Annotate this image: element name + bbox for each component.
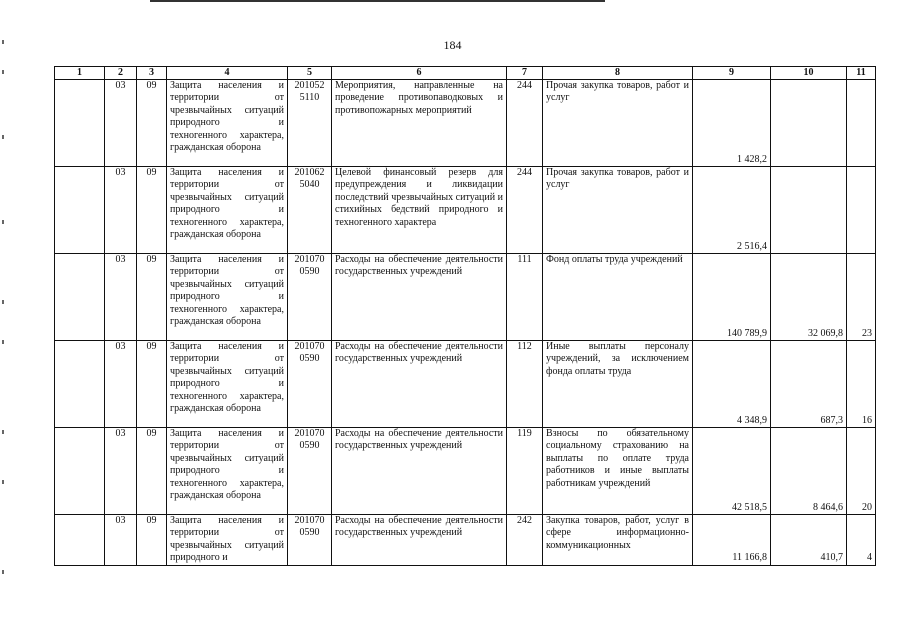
col-header: 9 — [693, 67, 771, 80]
budget-table — [54, 66, 876, 566]
cell-section: 03 — [105, 80, 137, 167]
cell-target-name: Расходы на обеспечение деятельности государственных учреждений — [332, 254, 507, 341]
page-top-rule — [150, 0, 605, 2]
cell-amount: 4 348,9 — [693, 341, 771, 428]
target-code-part2: 5040 — [299, 179, 320, 191]
cell-section: 03 — [105, 515, 137, 566]
cell-expense-type: 244 — [507, 167, 543, 254]
cell-staff-count: 20 — [847, 428, 876, 515]
cell-expense-name: Прочая закупка товаров, работ и услуг — [543, 80, 693, 167]
target-code-part1: 201070 — [294, 515, 325, 526]
cell-target-code — [288, 80, 332, 167]
cell-amount: 42 518,5 — [693, 428, 771, 515]
header-row — [55, 67, 876, 80]
cell-expense-type: 112 — [507, 341, 543, 428]
cell-subsection: 09 — [137, 80, 167, 167]
cell-amount-salary — [771, 80, 847, 167]
cell-amount-salary: 32 069,8 — [771, 254, 847, 341]
cell-expense-name: Взносы по обязательному социальному страхованию на выплаты по оплате труда работников и иные выплаты работникам учреждений — [543, 428, 693, 515]
cell-staff-count: 4 — [847, 515, 876, 566]
cell-expense-name: Фонд оплаты труда учреждений — [543, 254, 693, 341]
cell-target-code — [288, 254, 332, 341]
target-code-part1: 201052 — [294, 80, 325, 91]
target-code-part2: 0590 — [299, 266, 320, 278]
col-header: 7 — [507, 67, 543, 80]
table-row — [55, 515, 876, 566]
cell-staff-count — [847, 167, 876, 254]
cell-section-name: Защита населения и территории от чрезвычайных ситуаций природного и техногенного характера, гражданская оборона — [167, 254, 288, 341]
table-row — [55, 254, 876, 341]
col-header: 11 — [847, 67, 876, 80]
cell-target-name: Мероприятия, направленные на проведение противопаводковых и противопожарных мероприятий — [332, 80, 507, 167]
cell-col1 — [55, 167, 105, 254]
cell-target-name: Расходы на обеспечение деятельности государственных учреждений — [332, 515, 507, 566]
cell-target-name: Расходы на обеспечение деятельности государственных учреждений — [332, 341, 507, 428]
cell-col1 — [55, 515, 105, 566]
target-code-part2: 0590 — [299, 527, 320, 539]
cell-target-name: Расходы на обеспечение деятельности государственных учреждений — [332, 428, 507, 515]
col-header: 2 — [105, 67, 137, 80]
cell-staff-count: 23 — [847, 254, 876, 341]
cell-col1 — [55, 80, 105, 167]
col-header: 4 — [167, 67, 288, 80]
cell-expense-name: Иные выплаты персоналу учреждений, за исключением фонда оплаты труда — [543, 341, 693, 428]
col-header: 5 — [288, 67, 332, 80]
cell-subsection: 09 — [137, 167, 167, 254]
cell-expense-type: 111 — [507, 254, 543, 341]
table-row — [55, 167, 876, 254]
cell-expense-type: 244 — [507, 80, 543, 167]
cell-amount: 2 516,4 — [693, 167, 771, 254]
cell-subsection: 09 — [137, 428, 167, 515]
cell-target-code — [288, 428, 332, 515]
cell-col1 — [55, 428, 105, 515]
cell-expense-name: Прочая закупка товаров, работ и услуг — [543, 167, 693, 254]
cell-expense-type: 242 — [507, 515, 543, 566]
cell-subsection: 09 — [137, 515, 167, 566]
cell-amount-salary: 687,3 — [771, 341, 847, 428]
cell-section-name: Защита населения и территории от чрезвычайных ситуаций природного и техногенного характера, гражданская оборона — [167, 80, 288, 167]
cell-target-code — [288, 515, 332, 566]
cell-staff-count — [847, 80, 876, 167]
cell-amount-salary: 8 464,6 — [771, 428, 847, 515]
page-number: 184 — [443, 38, 462, 52]
target-code-part1: 201070 — [294, 254, 325, 265]
cell-amount: 140 789,9 — [693, 254, 771, 341]
cell-amount: 11 166,8 — [693, 515, 771, 566]
target-code-part1: 201070 — [294, 428, 325, 439]
cell-col1 — [55, 341, 105, 428]
target-code-part1: 201070 — [294, 341, 325, 352]
cell-subsection: 09 — [137, 254, 167, 341]
col-header: 10 — [771, 67, 847, 80]
cell-target-code — [288, 341, 332, 428]
target-code-part2: 0590 — [299, 440, 320, 452]
cell-section-name: Защита населения и территории от чрезвычайных ситуаций природного и техногенного характера, гражданская оборона — [167, 341, 288, 428]
col-header: 1 — [55, 67, 105, 80]
cell-col1 — [55, 254, 105, 341]
cell-amount-salary — [771, 167, 847, 254]
cell-expense-name: Закупка товаров, работ, услуг в сфере информационно-коммуникационных — [543, 515, 693, 566]
scan-edge-marks — [2, 40, 5, 600]
table-row — [55, 428, 876, 515]
cell-amount: 1 428,2 — [693, 80, 771, 167]
cell-section: 03 — [105, 341, 137, 428]
target-code-part1: 201062 — [294, 167, 325, 178]
target-code-part2: 0590 — [299, 353, 320, 365]
cell-section: 03 — [105, 428, 137, 515]
target-code-part2: 5110 — [299, 92, 320, 104]
cell-section-name: Защита населения и территории от чрезвычайных ситуаций природного и техногенного характера, гражданская оборона — [167, 167, 288, 254]
cell-section: 03 — [105, 167, 137, 254]
cell-target-code — [288, 167, 332, 254]
table-row — [55, 80, 876, 167]
cell-staff-count: 16 — [847, 341, 876, 428]
cell-target-name: Целевой финансовый резерв для предупреждения и ликвидации последствий чрезвычайных ситуаций и стихийных бедствий природного и техногенного характера — [332, 167, 507, 254]
cell-amount-salary: 410,7 — [771, 515, 847, 566]
table-row — [55, 341, 876, 428]
cell-section: 03 — [105, 254, 137, 341]
cell-section-name: Защита населения и территории от чрезвычайных ситуаций природного и — [167, 515, 288, 566]
cell-expense-type: 119 — [507, 428, 543, 515]
cell-section-name: Защита населения и территории от чрезвычайных ситуаций природного и техногенного характера, гражданская оборона — [167, 428, 288, 515]
col-header: 8 — [543, 67, 693, 80]
cell-subsection: 09 — [137, 341, 167, 428]
col-header: 3 — [137, 67, 167, 80]
col-header: 6 — [332, 67, 507, 80]
